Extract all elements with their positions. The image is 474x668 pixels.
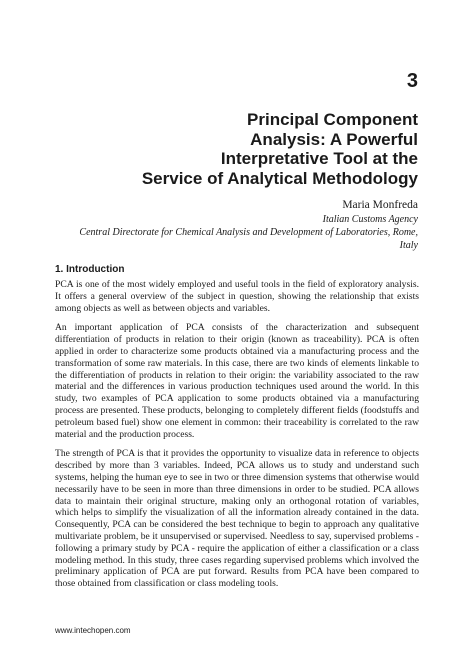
- chapter-title: [38, 110, 418, 188]
- affiliation-line: Italy: [399, 240, 418, 251]
- title-line: Analysis: A Powerful: [250, 129, 418, 149]
- affiliation-line: Italian Customs Agency: [322, 214, 418, 225]
- body-text: [55, 279, 419, 598]
- title-line: Interpretative Tool at the: [220, 149, 418, 168]
- paragraph: PCA is one of the most widely employed and useful tools in the field of exploratory analysis. It offers a general overview of the subject in question, showing the relationship that exists among objects as well as between objects and variables.: [55, 279, 419, 314]
- title-line: Principal Component: [247, 110, 418, 129]
- affiliation-line: Central Directorate for Chemical Analysis and Development of Laboratories, Rome,: [79, 227, 418, 238]
- section-heading: 1. Introduction: [55, 264, 125, 275]
- footer-url: www.intechopen.com: [55, 626, 131, 635]
- paragraph: An important application of PCA consists of the characterization and subsequent differentiation of products in relation to their origin (known as traceability). PCA is often applied in order to characterize some products obtained via a manufacturing process and the transformation of some raw materials. In this case, there are two kinds of elements linkable to the differentiation of products in relation to their origin: the variability associated to the raw material and the differences in various production techniques used around the world. In this study, two examples of PCA application to some products obtained via a manufacturing process are presented. These products, belonging to completely different fields (foodstuffs and petroleum based fuel) show one element in common: their traceability is correlated to the raw material and the production process.: [55, 322, 419, 440]
- paragraph: The strength of PCA is that it provides the opportunity to visualize data in reference to objects described by more than 3 variables. Indeed, PCA allows us to study and understand such systems, helping the human eye to see in two or three dimension systems that otherwise would necessarily have to be seen in more than three dimensions in order to be studied. PCA allows data to maintain their original structure, making only an orthogonal rotation of variables, which helps to simplify the visualization of all the information already contained in the data. Consequently, PCA can be considered the best technique to begin to approach any qualitative multivariate problem, be it unsupervised or supervised. Needless to say, supervised problems - following a primary study by PCA - require the application of either a classification or a class modeling method. In this study, three cases regarding supervised problems which involved the preliminary application of PCA are put forward. Results from PCA have been compared to those obtained from classification or class modeling tools.: [55, 448, 419, 590]
- author-block: [18, 199, 418, 252]
- author-name: Maria Monfreda: [342, 199, 418, 211]
- chapter-number: 3: [406, 70, 418, 92]
- title-line: Service of Analytical Methodology: [141, 168, 418, 188]
